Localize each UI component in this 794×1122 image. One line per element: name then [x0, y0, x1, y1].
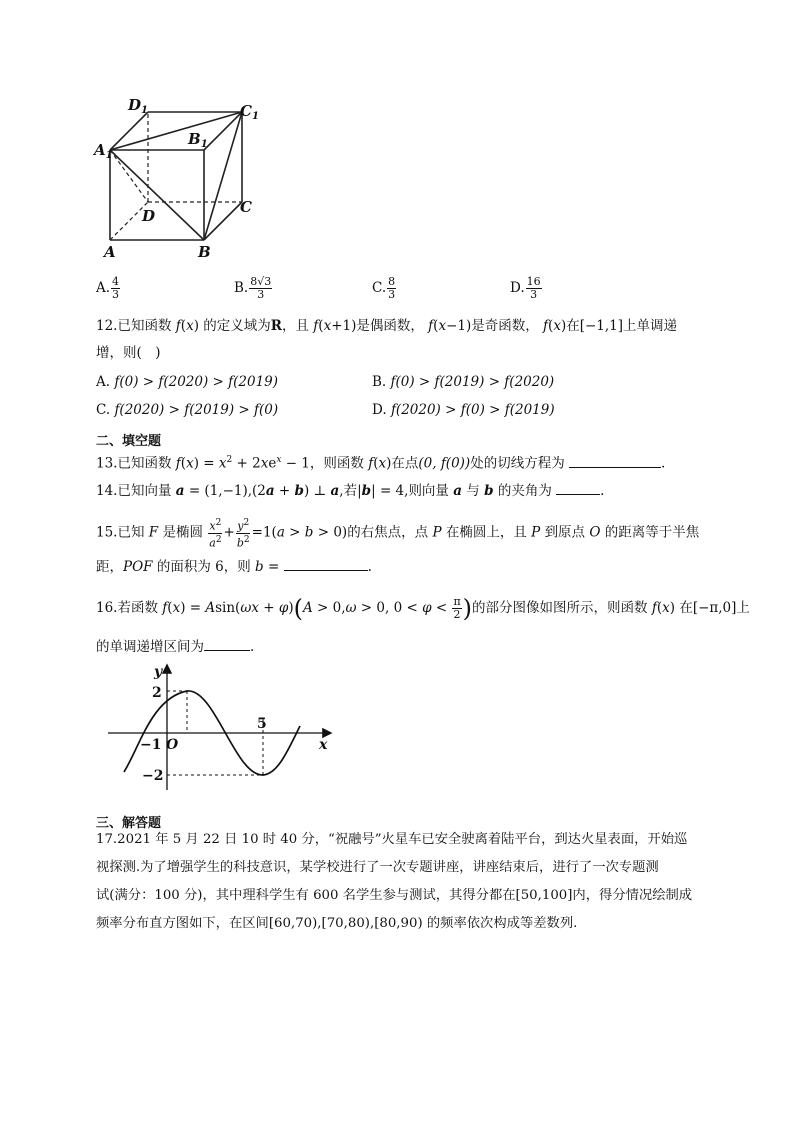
q14-answer-blank[interactable]: [556, 480, 600, 495]
q15-line2: 距，POF 的面积为 6，则 b = .: [96, 556, 372, 577]
q11-option-c[interactable]: C. $\frac{8}{3}$: [372, 275, 396, 301]
q16-answer-blank[interactable]: [204, 636, 250, 651]
q15-line1: 15.已知 F 是椭圆 $\frac{x^2}{a^2}$ + $\frac{y^2}{b^2}$ =1(a > b > 0)的右焦点，点 P 在椭圆上，且 P 到原点 O 的距离等于半焦: [96, 518, 700, 550]
q11-option-a[interactable]: A. $\frac{4}{3}$: [96, 275, 120, 301]
tick-5: 5: [257, 716, 267, 732]
q11-option-d[interactable]: D. $\frac{16}{3}$: [510, 275, 541, 301]
q12-stem-line2: 增，则( ): [96, 345, 161, 361]
q16-line1: 16.若函数 f(x) = Asin(ωx + φ)(A > 0,ω > 0, 0 < φ < $\frac{\pi}{2}$ )的部分图像如图所示，则函数 f(x) 在[−π,0]上: [96, 594, 750, 623]
q17-line3: 试(满分：100 分)，其中理科学生有 600 名学生参与测试，其得分都在[50,100]内，得分情况绘制成: [96, 888, 693, 903]
label-y: y: [154, 664, 163, 680]
q17-line1: 17.2021 年 5 月 22 日 10 时 40 分，“祝融号”火星车已安全驶离着陆平台，到达火星表面，开始巡: [96, 832, 688, 847]
q15-answer-blank[interactable]: [284, 556, 368, 571]
label-C1: $C_1$: [240, 102, 259, 122]
q14-text: 14.已知向量 a = (1,−1),(2a + b) ⊥ a,若|b| = 4,则向量 a 与 b 的夹角为 .: [96, 480, 604, 501]
q13-answer-blank[interactable]: [569, 453, 661, 468]
q12-stem-line1: 12.已知函数 f(x) 的定义域为R，且 f(x+1)是偶函数， f(x−1)是奇函数， f(x)在[−1,1]上单调递: [96, 318, 678, 334]
tick-2: 2: [152, 685, 162, 701]
label-D1: $D_1$: [128, 96, 148, 116]
section-3-title: 三、解答题: [96, 816, 162, 831]
label-D: D: [142, 207, 156, 225]
label-B: B: [198, 243, 211, 261]
diag-A1-D: [110, 150, 148, 202]
q12-option-d[interactable]: D. f(2020) > f(0) > f(2019): [372, 402, 555, 418]
tick-neg1: −1: [140, 737, 162, 753]
q12-option-b[interactable]: B. f(0) > f(2019) > f(2020): [372, 374, 555, 390]
label-x: x: [319, 737, 328, 753]
label-A1: $A_1$: [94, 141, 113, 161]
q11-option-b[interactable]: B. $\frac{8√3}{3}$: [234, 275, 272, 301]
sine-graph: [100, 658, 340, 798]
q16-line2: 的单调递增区间为 .: [96, 636, 254, 657]
section-2-title: 二、填空题: [96, 434, 162, 449]
diag-A1-B: [110, 150, 204, 240]
q12-option-a[interactable]: A. f(0) > f(2020) > f(2019): [96, 374, 279, 390]
q17-line2: 视探测.为了增强学生的科技意识，某学校进行了一次专题讲座，讲座结束后，进行了一次专题测: [96, 860, 659, 875]
label-origin: O: [166, 737, 179, 753]
tick-neg2: −2: [142, 768, 164, 784]
label-B1: $B_1$: [188, 130, 208, 150]
q12-option-c[interactable]: C. f(2020) > f(2019) > f(0): [96, 402, 279, 418]
q17-line4: 频率分布直方图如下，在区间[60,70),[70,80),[80,90) 的频率依次构成等差数列.: [96, 916, 578, 931]
q13-text: 13.已知函数 $f(x) = x^2 + 2xe^x - 1$，则函数 f(x)在点(0, f(0))处的切线方程为 .: [96, 450, 665, 474]
label-C: C: [240, 198, 252, 216]
label-A: A: [104, 243, 116, 261]
cube-figure: [90, 96, 270, 264]
